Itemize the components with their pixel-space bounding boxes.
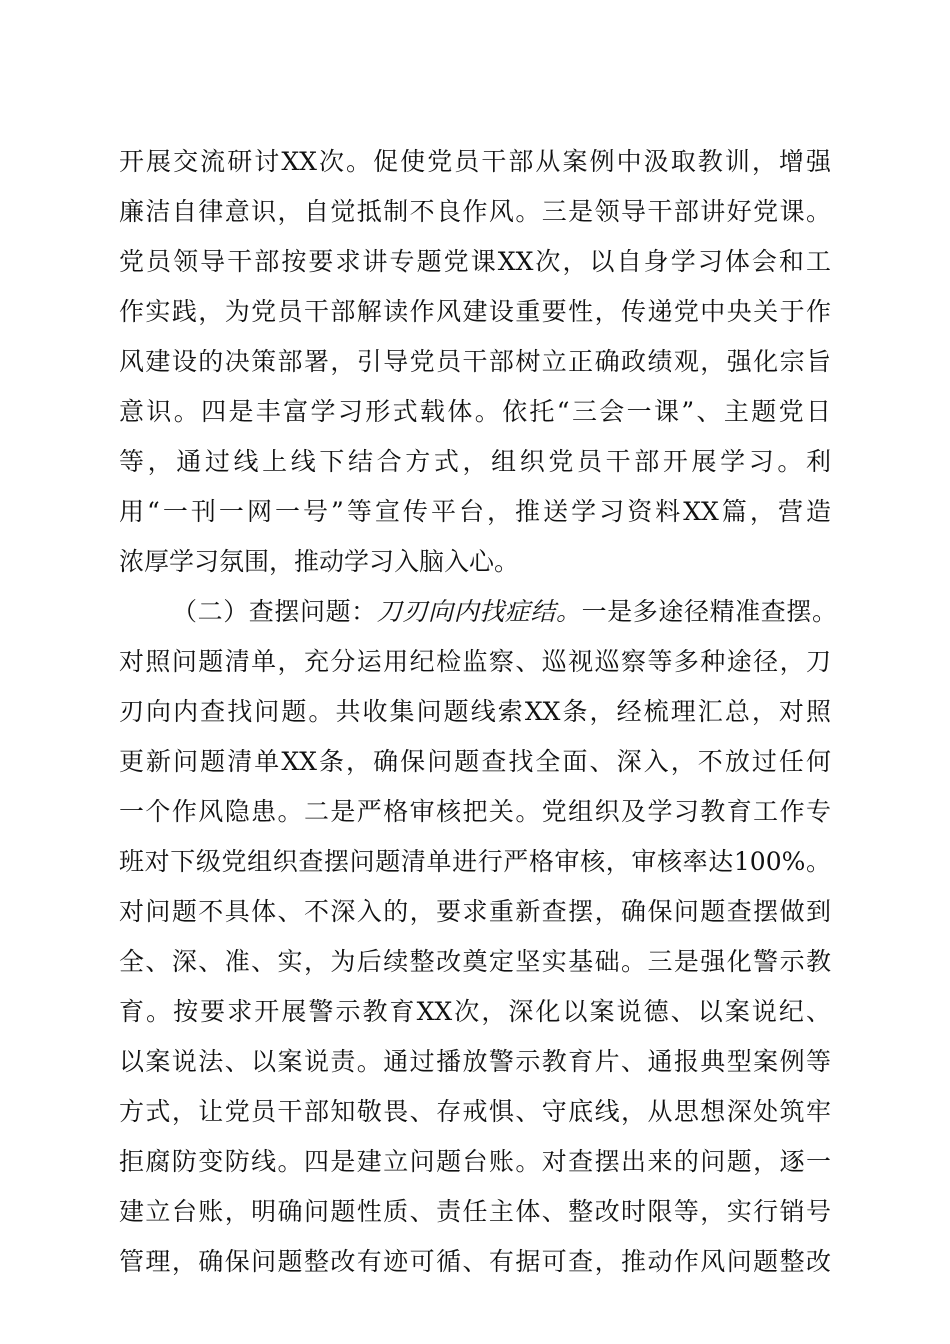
section-line-7: 全、深、准、实，为后续整改奠定坚实基础。三是强化警示教 <box>119 947 831 976</box>
text-line-8: 用“一刊一网一号”等宣传平台，推送学习资料XX篇，营造 <box>119 497 831 526</box>
section-heading: （二）查摆问题： <box>172 597 377 626</box>
section-line-1: 对照问题清单，充分运用纪检监察、巡视巡察等多种途径，刀 <box>119 647 831 676</box>
section-line-10: 方式，让党员干部知敬畏、存戒惧、守底线，从思想深处筑牢 <box>119 1097 831 1126</box>
section-heading-rest: 一是多途径精准查摆。 <box>581 597 837 626</box>
section-heading-line <box>172 592 837 632</box>
section-line-4: 一个作风隐患。二是严格审核把关。党组织及学习教育工作专 <box>119 797 831 826</box>
text-line-7: 等，通过线上线下结合方式，组织党员干部开展学习。利 <box>119 447 831 476</box>
section-line-9: 以案说法、以案说责。通过播放警示教育片、通报典型案例等 <box>119 1047 831 1076</box>
text-line-2: 廉洁自律意识，自觉抵制不良作风。三是领导干部讲好党课。 <box>119 197 831 226</box>
text-line-1: 开展交流研讨XX次。促使党员干部从案例中汲取教训，增强 <box>119 147 831 176</box>
section-heading-kai: 刀刃向内找症结。 <box>376 597 582 626</box>
text-line-3: 党员领导干部按要求讲专题党课XX次，以自身学习体会和工 <box>119 247 831 276</box>
text-line-9: 浓厚学习氛围，推动学习入脑入心。 <box>119 547 520 576</box>
section-line-11: 拒腐防变防线。四是建立问题台账。对查摆出来的问题，逐一 <box>119 1147 831 1176</box>
section-line-8: 育。按要求开展警示教育XX次，深化以案说德、以案说纪、 <box>119 997 831 1026</box>
section-line-13: 管理，确保问题整改有迹可循、有据可查，推动作风问题整改 <box>119 1247 831 1276</box>
section-line-6: 对问题不具体、不深入的，要求重新查摆，确保问题查摆做到 <box>119 897 831 926</box>
section-line-3: 更新问题清单XX条，确保问题查找全面、深入，不放过任何 <box>119 747 831 776</box>
section-line-2: 刃向内查找问题。共收集问题线索XX条，经梳理汇总，对照 <box>119 697 831 726</box>
text-line-6: 意识。四是丰富学习形式载体。依托“三会一课”、主题党日 <box>119 397 831 426</box>
section-line-12: 建立台账，明确问题性质、责任主体、整改时限等，实行销号 <box>119 1197 831 1226</box>
text-line-5: 风建设的决策部署，引导党员干部树立正确政绩观，强化宗旨 <box>119 347 831 376</box>
section-line-5: 班对下级党组织查摆问题清单进行严格审核，审核率达100%。 <box>119 847 831 876</box>
text-line-4: 作实践，为党员干部解读作风建设重要性，传递党中央关于作 <box>119 297 831 326</box>
